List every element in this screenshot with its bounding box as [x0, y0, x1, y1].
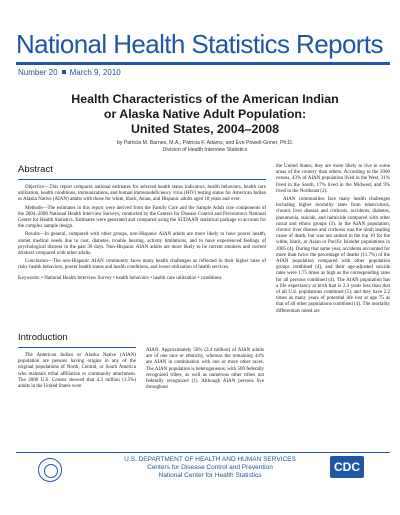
hhs-eagle-logo-icon — [38, 458, 62, 482]
author-names: by Patricia M. Barnes, M.A., Patricia F. Adams, and Eve Powell-Griner, Ph.D. — [116, 140, 294, 146]
cdc-logo-icon: CDC — [330, 456, 364, 478]
issue-number: Number 20 — [18, 68, 58, 77]
right-column — [276, 164, 390, 317]
intro-column-1 — [18, 332, 136, 392]
title-line-3: United States, 2004–2008 — [130, 122, 280, 136]
abstract-methods: Methods—The estimates in this report were derived from the Family Core and the Sample Adult core components of the 2004–2008 National Health Interview Surveys, conducted by the Centers for Disease Control and Prevention's National Center for Health Statistics. Estimates were generated and compared using the SUDAAN statistical package to account for the complex sample design. — [18, 205, 266, 230]
footer-rule — [16, 452, 390, 453]
author-block — [60, 140, 350, 154]
intro-paragraph-1: The American Indian or Alaska Native (AIAN) population are persons having origins in any of the original populations of North, Central, or South America who maintain tribal affiliation or community attachment. The 2000 U.S. Census showed that 4.3 million (1.5%) adults in the United States were — [18, 353, 136, 390]
footer-text — [110, 456, 310, 480]
title-line-2: or Alaska Native Adult Population: — [103, 107, 307, 121]
bullet-square-icon — [62, 70, 66, 74]
footer-department: U.S. DEPARTMENT OF HEALTH AND HUMAN SERVICES — [124, 456, 296, 463]
masthead-rule — [16, 62, 390, 65]
footer-nchs: National Center for Health Statistics — [158, 472, 262, 479]
abstract-keywords: Keywords: • National Health Interview Survey • health behaviors • health care utilization • conditions — [18, 275, 222, 281]
masthead-title: National Health Statistics Reports — [16, 29, 383, 59]
intro-rule — [18, 347, 136, 348]
footer-cdc: Centers for Disease Control and Prevention — [147, 464, 273, 471]
abstract-objective: Objective—This report compares national estimates for selected health status indicators, health behaviors, health care utilization, health conditions, immunizations, and human immunodeficiency virus (HIV) testing status for American Indian or Alaska Native (AIAN) adults with those for white, black, Asian, and Hispanic adults aged 18 years and over. — [18, 185, 266, 203]
issue-date: March 9, 2010 — [69, 68, 121, 77]
intro-paragraph-2: AIAN. Approximately 56% (2.4 million) of AIAN adults are of one race or ethnicity, whereas the remaining 44% are AIAN in combination with one or more other races. The AIAN population is heterogeneous, with 569 federally recognized tribes, as well as numerous other tribes not federally recognized (1). Although AIAN persons live throughout — [146, 348, 264, 391]
intro-heading: Introduction — [18, 332, 68, 343]
abstract-rule — [18, 179, 266, 180]
issue-line — [18, 68, 121, 77]
intro-column-2 — [146, 348, 264, 393]
abstract-conclusion: Conclusion—The non-Hispanic AIAN community faces many health challenges as reflected in their higher rates of risky health behaviors, poorer health status and health conditions, and lower utilization of health services. — [18, 259, 266, 271]
abstract-heading: Abstract — [18, 164, 53, 175]
title-line-1: Health Characteristics of the American Indian — [71, 92, 339, 106]
author-division: Division of Health Interview Statistics — [162, 147, 248, 153]
abstract-results: Results—In general, compared with other groups, non-Hispanic AIAN adults are more likely to have poorer health, unmet medical needs due to cost, diabetes, trouble hearing, activity limitations, and to have experienced feelings of psychological distress in the past 30 days. Non-Hispanic AIAN adults are more likely to be current smokers and current drinkers compared with other adults. — [18, 232, 266, 257]
report-title — [60, 92, 350, 137]
abstract-section — [18, 164, 266, 284]
right-paragraph-1: the United States, they are more likely to live in some areas of the country than others. According to the 2000 census, 43% of AIAN population lived in the West, 31% lived in the South, 17% lived in the Midwest, and 9% lived in the Northeast (2). — [276, 164, 390, 194]
right-paragraph-2: AIAN communities face many health challenges including higher mortality rates from tuberculosis, chronic liver disease and cirrhosis, accidents, diabetes, pneumonia, suicide, and homicide compared with other racial and ethnic groups (3). In the AIAN population, chronic liver disease and cirrhosis was the ninth leading cause of death, but was not ranked in the top 10 for the white, black, or Asian or Pacific Islander populations in 2005 (4). During that same year, accidents accounted for more than twice the percentage of deaths (11.7%) of the AIAN population compared with other population groups combined (4), and their age-adjusted suicide rates were 1.75 times as high as the corresponding rates for all persons combined (4). The AIAN population has a life expectancy at birth that is 2.4 years less than that of all U.S. populations combined (5), and they have 2.2 times as many years of potential life lost at age 75 as that of all other populations combined (4). The mortality differentials noted are — [276, 197, 390, 314]
